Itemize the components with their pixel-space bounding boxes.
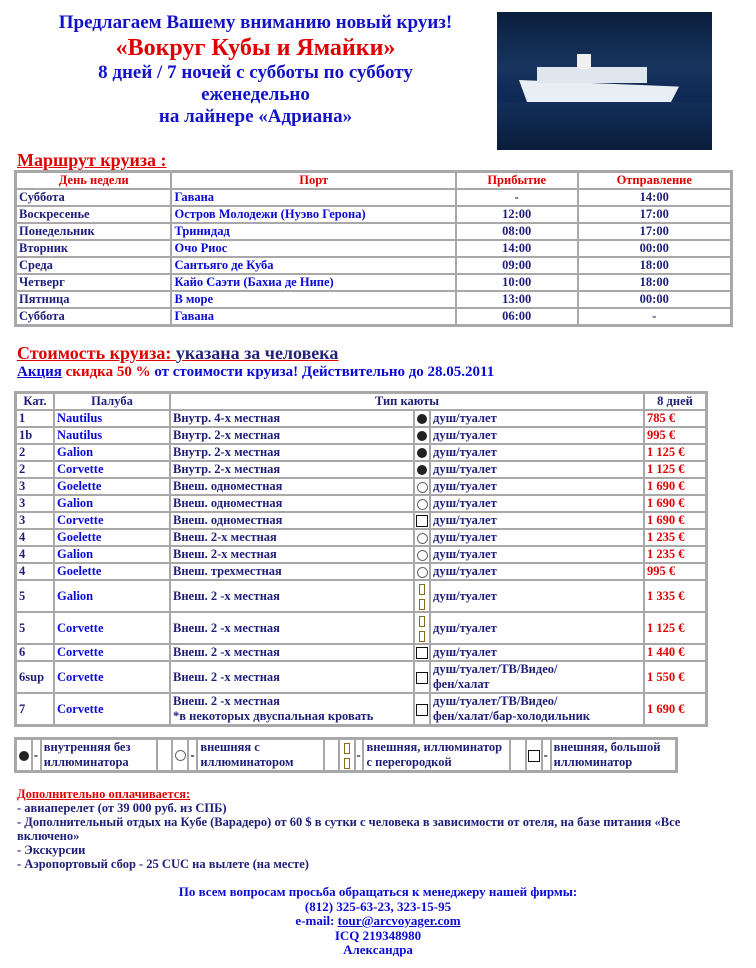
promo-discount: скидка 50 % (65, 364, 151, 380)
deck: Nautilus (54, 410, 170, 427)
category: 4 (16, 546, 54, 563)
cost-label: Стоимость круиза: (17, 343, 172, 363)
amenities: душ/туалет (430, 580, 644, 612)
deck: Corvette (54, 644, 170, 661)
port: Остров Молодежи (Нуэво Герона) (171, 206, 455, 223)
inner-cabin-icon (417, 465, 427, 475)
departure: 00:00 (578, 240, 732, 257)
amenities: душ/туалет (430, 461, 644, 478)
price-row (16, 495, 706, 512)
legend-text: внутренняя без иллюминатора (41, 739, 157, 771)
header-line: на лайнере «Адриана» (158, 106, 353, 127)
category: 5 (16, 580, 54, 612)
extras-title: Дополнительно оплачивается: (17, 787, 191, 801)
port: Тринидад (171, 223, 455, 240)
amenities: душ/туалет (430, 444, 644, 461)
cabin-type: Внеш. одноместная (170, 478, 414, 495)
amenities: душ/туалет (430, 563, 644, 580)
price: 1 125 € (644, 461, 706, 478)
cost-subtitle: указана за человека (175, 343, 339, 363)
price: 1 125 € (644, 612, 706, 644)
column-header: 8 дней (644, 393, 706, 410)
route-table (14, 170, 733, 327)
header-line: еженедельно (201, 84, 310, 105)
route-row (16, 189, 731, 206)
price-row (16, 529, 706, 546)
route-row (16, 274, 731, 291)
legend-dash: - (32, 739, 41, 771)
amenities: душ/туалет/ТВ/Видео/ фен/халат/бар-холодильник (430, 693, 644, 725)
large-window-icon (416, 515, 428, 527)
deck: Corvette (54, 693, 170, 725)
port: Гавана (171, 308, 455, 325)
arrival: 08:00 (456, 223, 578, 240)
route-row (16, 206, 731, 223)
route-row (16, 308, 731, 325)
extra-item: - авиаперелет (от 39 000 руб. из СПБ) (17, 801, 227, 815)
amenities: душ/туалет (430, 529, 644, 546)
amenities: душ/туалет (430, 478, 644, 495)
price-row (16, 444, 706, 461)
deck: Galion (54, 495, 170, 512)
porthole-icon (417, 482, 428, 493)
porthole-icon (417, 533, 428, 544)
icq: ICQ 219348980 (334, 927, 422, 943)
day: Суббота (16, 308, 171, 325)
port: Очо Риос (171, 240, 455, 257)
deck: Nautilus (54, 427, 170, 444)
departure: - (578, 308, 732, 325)
port: Кайо Саэти (Бахиа де Нипе) (171, 274, 455, 291)
cruise-title: «Вокруг Кубы и Ямайки» (115, 35, 396, 61)
price: 1 690 € (644, 512, 706, 529)
price-row (16, 661, 706, 693)
column-header: Прибытие (456, 172, 578, 189)
price: 1 690 € (644, 478, 706, 495)
route-row (16, 240, 731, 257)
column-header: Отправление (578, 172, 732, 189)
arrival: 13:00 (456, 291, 578, 308)
email-link[interactable]: tour@arcvoyager.com (337, 913, 461, 928)
price-row (16, 644, 706, 661)
large-window-icon (416, 704, 428, 716)
price: 995 € (644, 427, 706, 444)
price: 1 550 € (644, 661, 706, 693)
route-row (16, 291, 731, 308)
deck: Goelette (54, 563, 170, 580)
deck: Galion (54, 546, 170, 563)
arrival: 12:00 (456, 206, 578, 223)
departure: 18:00 (578, 257, 732, 274)
cabin-type: Внеш. 2-х местная (170, 546, 414, 563)
route-row (16, 223, 731, 240)
cabin-type: Внеш. 2 -х местная (170, 644, 414, 661)
price-table (14, 391, 708, 727)
legend-text: внешняя, большой иллюминатор (551, 739, 676, 771)
deck: Corvette (54, 612, 170, 644)
cabin-type: Внеш. 2 -х местная (170, 661, 414, 693)
price-row (16, 512, 706, 529)
legend-row (16, 739, 676, 771)
amenities: душ/туалет (430, 410, 644, 427)
category: 4 (16, 529, 54, 546)
amenities: душ/туалет (430, 546, 644, 563)
legend-table (14, 737, 678, 773)
legend-dash: - (355, 739, 364, 771)
price: 1 235 € (644, 529, 706, 546)
porthole-icon (417, 499, 428, 510)
category: 2 (16, 444, 54, 461)
legend-text: внешняя, иллюминатор с перегородкой (363, 739, 510, 771)
promo-text: от стоимости круиза! Действительно до 28.05.2011 (154, 364, 495, 380)
deck: Galion (54, 580, 170, 612)
inner-cabin-icon (417, 448, 427, 458)
inner-cabin-icon (417, 414, 427, 424)
cabin-type: Внеш. 2 -х местная (170, 580, 414, 612)
promo-link[interactable]: Акция (17, 364, 62, 380)
deck: Corvette (54, 512, 170, 529)
price: 1 125 € (644, 444, 706, 461)
porthole-icon (175, 750, 186, 761)
cabin-type: Внеш. одноместная (170, 512, 414, 529)
category: 3 (16, 512, 54, 529)
departure: 14:00 (578, 189, 732, 206)
contacts-intro: По всем вопросам просьба обращаться к менеджеру нашей фирмы: (178, 884, 578, 899)
category: 6 (16, 644, 54, 661)
price-row (16, 478, 706, 495)
day: Понедельник (16, 223, 171, 240)
category: 7 (16, 693, 54, 725)
cabin-type: Внутр. 2-х местная (170, 461, 414, 478)
day: Пятница (16, 291, 171, 308)
price: 1 690 € (644, 693, 706, 725)
arrival: - (456, 189, 578, 206)
column-header: Тип каюты (170, 393, 644, 410)
route-header (16, 172, 731, 189)
extra-item: - Экскурсии (17, 843, 86, 857)
partition-icon (419, 613, 426, 642)
column-header: Кат. (16, 393, 54, 410)
extra-item: - Аэропортовый сбор - 25 CUC на вылете (на месте) (17, 857, 309, 871)
partition-icon (343, 740, 350, 769)
price: 785 € (644, 410, 706, 427)
category: 4 (16, 563, 54, 580)
deck: Goelette (54, 529, 170, 546)
price: 995 € (644, 563, 706, 580)
column-header: Порт (171, 172, 455, 189)
arrival: 09:00 (456, 257, 578, 274)
large-window-icon (528, 750, 540, 762)
category: 2 (16, 461, 54, 478)
price: 1 235 € (644, 546, 706, 563)
amenities: душ/туалет/ТВ/Видео/ фен/халат (430, 661, 644, 693)
header (14, 12, 497, 128)
porthole-icon (417, 567, 428, 578)
departure: 18:00 (578, 274, 732, 291)
port: Гавана (171, 189, 455, 206)
category: 5 (16, 612, 54, 644)
category: 3 (16, 495, 54, 512)
price-row (16, 546, 706, 563)
price-row (16, 427, 706, 444)
phones: (812) 325-63-23, 323-15-95 (304, 898, 452, 914)
day: Суббота (16, 189, 171, 206)
legend-dash: - (542, 739, 551, 771)
cabin-type: Внеш. 2 -х местная (170, 612, 414, 644)
port: Сантьяго де Куба (171, 257, 455, 274)
cabin-type: Внутр. 2-х местная (170, 444, 414, 461)
top-section (14, 12, 742, 150)
category: 1b (16, 427, 54, 444)
email-label: e-mail: (295, 913, 338, 928)
legend-dash: - (188, 739, 197, 771)
price-row (16, 580, 706, 612)
price-row (16, 410, 706, 427)
price: 1 690 € (644, 495, 706, 512)
arrival: 10:00 (456, 274, 578, 291)
price-header (16, 393, 706, 410)
category: 3 (16, 478, 54, 495)
deck: Galion (54, 444, 170, 461)
cabin-type: Внеш. 2-х местная (170, 529, 414, 546)
header-line: Предлагаем Вашему вниманию новый круиз! (58, 12, 453, 33)
day: Воскресенье (16, 206, 171, 223)
cost-title (14, 343, 742, 363)
cabin-type: Внутр. 4-х местная (170, 410, 414, 427)
price: 1 335 € (644, 580, 706, 612)
port: В море (171, 291, 455, 308)
route-title: Маршрут круиза : (17, 150, 167, 170)
price: 1 440 € (644, 644, 706, 661)
category: 6sup (16, 661, 54, 693)
arrival: 14:00 (456, 240, 578, 257)
column-header: Палуба (54, 393, 170, 410)
inner-cabin-icon (19, 751, 29, 761)
porthole-icon (417, 550, 428, 561)
header-line: 8 дней / 7 ночей с субботы по субботу (98, 62, 413, 83)
departure: 17:00 (578, 206, 732, 223)
amenities: душ/туалет (430, 427, 644, 444)
contacts (14, 885, 742, 958)
large-window-icon (416, 672, 428, 684)
extras (14, 787, 737, 871)
cabin-type: Внеш. трехместная (170, 563, 414, 580)
ship-photo (497, 12, 712, 150)
day: Четверг (16, 274, 171, 291)
inner-cabin-icon (417, 431, 427, 441)
day: Вторник (16, 240, 171, 257)
amenities: душ/туалет (430, 512, 644, 529)
partition-icon (419, 581, 426, 610)
category: 1 (16, 410, 54, 427)
amenities: душ/туалет (430, 644, 644, 661)
price-row (16, 693, 706, 725)
arrival: 06:00 (456, 308, 578, 325)
price-row (16, 563, 706, 580)
departure: 17:00 (578, 223, 732, 240)
amenities: душ/туалет (430, 612, 644, 644)
cabin-type: Внутр. 2-х местная (170, 427, 414, 444)
deck: Corvette (54, 461, 170, 478)
cabin-type: Внеш. одноместная (170, 495, 414, 512)
price-row (16, 612, 706, 644)
legend-text: внешняя с иллюминатором (197, 739, 323, 771)
cabin-type: Внеш. 2 -х местная *в некоторых двуспальная кровать (170, 693, 414, 725)
column-header: День недели (16, 172, 171, 189)
departure: 00:00 (578, 291, 732, 308)
route-row (16, 257, 731, 274)
amenities: душ/туалет (430, 495, 644, 512)
promo (14, 363, 742, 381)
extra-item: - Дополнительный отдых на Кубе (Варадеро) от 60 $ в сутки с человека в зависимости от отеля, на базе питания «Все включено» (17, 815, 681, 843)
day: Среда (16, 257, 171, 274)
manager-name: Александра (343, 942, 413, 957)
price-row (16, 461, 706, 478)
deck: Goelette (54, 478, 170, 495)
large-window-icon (416, 647, 428, 659)
deck: Corvette (54, 661, 170, 693)
